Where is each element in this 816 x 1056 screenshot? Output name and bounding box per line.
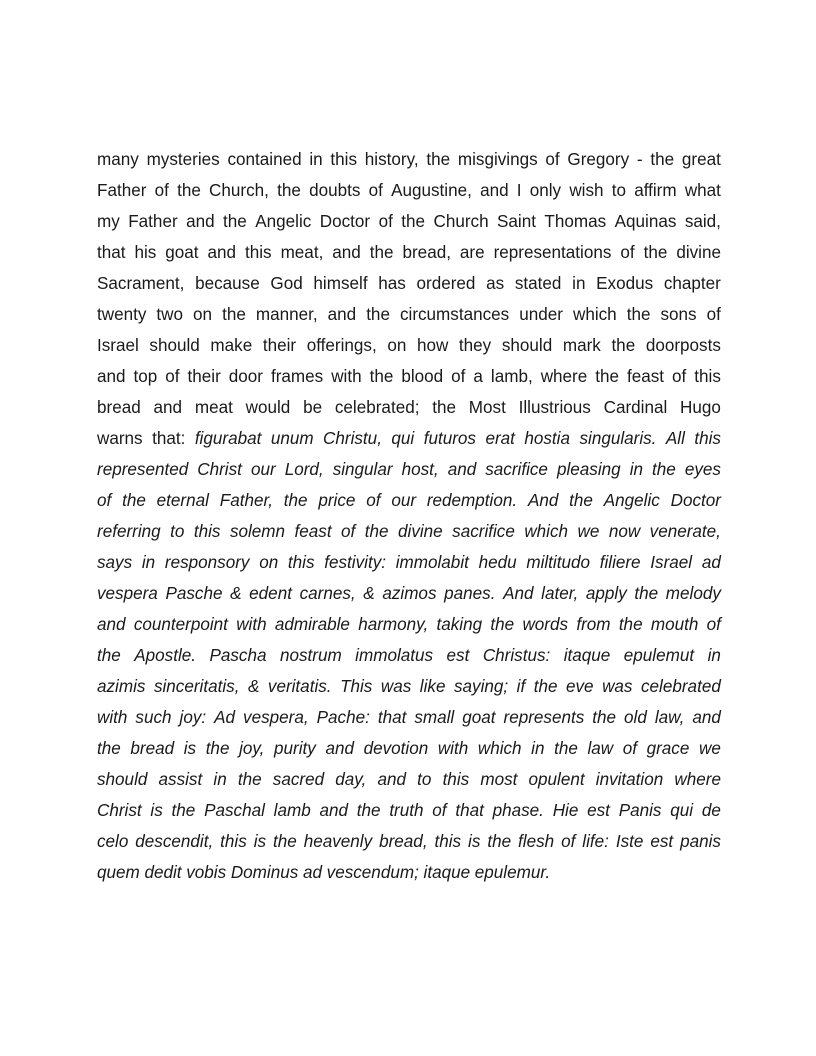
text-line: warns that: figurabat unum Christu, qui futuros erat hostia singularis. All this [97, 429, 721, 448]
text-line: quem dedit vobis Dominus ad vescendum; itaque epulemur. [97, 863, 551, 882]
text-line: Israel should make their offerings, on how they should mark the doorposts [97, 336, 721, 355]
text-line: and counterpoint with admirable harmony, taking the words from the mouth of [97, 615, 721, 634]
text-line: with such joy: Ad vespera, Pache: that small goat represents the old law, and [97, 708, 721, 727]
text-line: and top of their door frames with the blood of a lamb, where the feast of this [97, 367, 721, 386]
text-line: of the eternal Father, the price of our redemption. And the Angelic Doctor [97, 491, 721, 510]
text-line: that his goat and this meat, and the bread, are representations of the divine [97, 243, 721, 262]
text-line: Father of the Church, the doubts of Augustine, and I only wish to affirm what [97, 181, 721, 200]
text-line: represented Christ our Lord, singular host, and sacrifice pleasing in the eyes [97, 460, 721, 479]
text-line: should assist in the sacred day, and to this most opulent invitation where [97, 770, 721, 789]
text-line: my Father and the Angelic Doctor of the Church Saint Thomas Aquinas said, [97, 212, 721, 231]
text-line: the bread is the joy, purity and devotion with which in the law of grace we [97, 739, 721, 758]
text-line: many mysteries contained in this history, the misgivings of Gregory - the great [97, 150, 721, 169]
text-line: referring to this solemn feast of the divine sacrifice which we now venerate, [97, 522, 721, 541]
text-line: azimis sinceritatis, & veritatis. This was like saying; if the eve was celebrated [97, 677, 721, 696]
text-line: bread and meat would be celebrated; the Most Illustrious Cardinal Hugo [97, 398, 721, 417]
text-line: the Apostle. Pascha nostrum immolatus est Christus: itaque epulemut in [97, 646, 721, 665]
text-line: twenty two on the manner, and the circumstances under which the sons of [97, 305, 721, 324]
text-line: vespera Pasche & edent carnes, & azimos panes. And later, apply the melody [97, 584, 721, 603]
text-line: Christ is the Paschal lamb and the truth of that phase. Hie est Panis qui de [97, 801, 721, 820]
text-line: says in responsory on this festivity: immolabit hedu miltitudo filiere Israel ad [97, 553, 721, 572]
body-text [97, 144, 721, 888]
text-line: Sacrament, because God himself has ordered as stated in Exodus chapter [97, 274, 721, 293]
text-line: celo descendit, this is the heavenly bread, this is the flesh of life: Iste est panis [97, 832, 721, 851]
